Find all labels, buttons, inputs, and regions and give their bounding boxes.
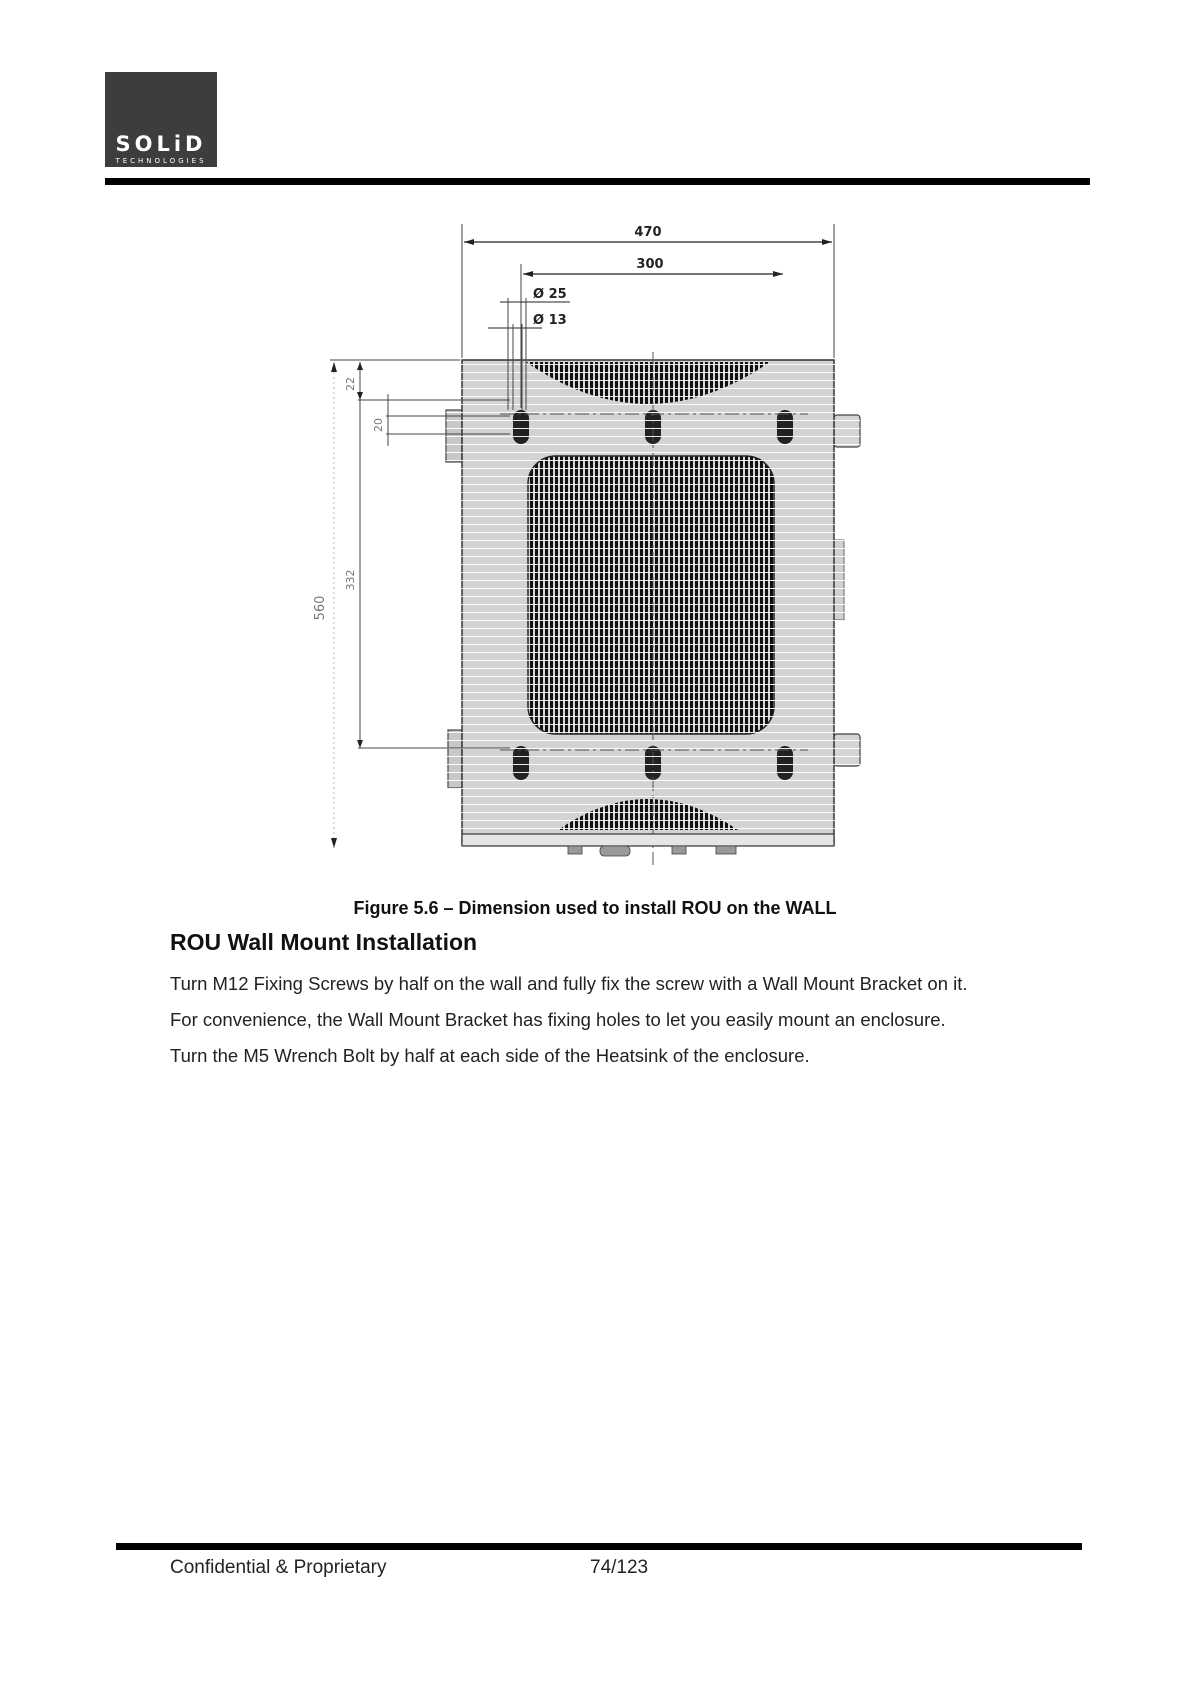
paragraph: Turn the M5 Wrench Bolt by half at each side of the Heatsink of the enclosure. <box>170 1045 810 1066</box>
technical-drawing <box>313 220 870 870</box>
paragraph: For convenience, the Wall Mount Bracket has fixing holes to let you easily mount an enclosure. <box>170 1009 946 1030</box>
dim-hole-span: 300 <box>636 257 664 272</box>
solid-logo <box>105 72 217 167</box>
section-body <box>170 966 1050 1074</box>
dim-overall-width: 470 <box>634 225 662 240</box>
dim-hole-large: Ø 25 <box>533 287 567 302</box>
logo-wordmark: SOLiD <box>115 132 207 156</box>
logo-tagline: TECHNOLOGIES <box>115 157 207 165</box>
dim-hole-small: Ø 13 <box>533 313 567 328</box>
figure-caption: Figure 5.6 – Dimension used to install ROU on the WALL <box>353 898 837 918</box>
paragraph: Turn M12 Fixing Screws by half on the wall and fully fix the screw with a Wall Mount Bracket on it. <box>170 973 968 994</box>
page-number: 74/123 <box>590 1557 649 1578</box>
dim-top-offset: 22 <box>344 377 357 391</box>
section-heading: ROU Wall Mount Installation <box>170 929 478 955</box>
dim-overall-height: 560 <box>313 595 328 621</box>
footer-confidential: Confidential & Proprietary <box>170 1557 387 1578</box>
footer-rule <box>116 1543 1082 1550</box>
header-rule <box>105 178 1090 185</box>
dim-hole-pitch: 332 <box>344 569 357 591</box>
dim-slot-height: 20 <box>372 418 385 432</box>
